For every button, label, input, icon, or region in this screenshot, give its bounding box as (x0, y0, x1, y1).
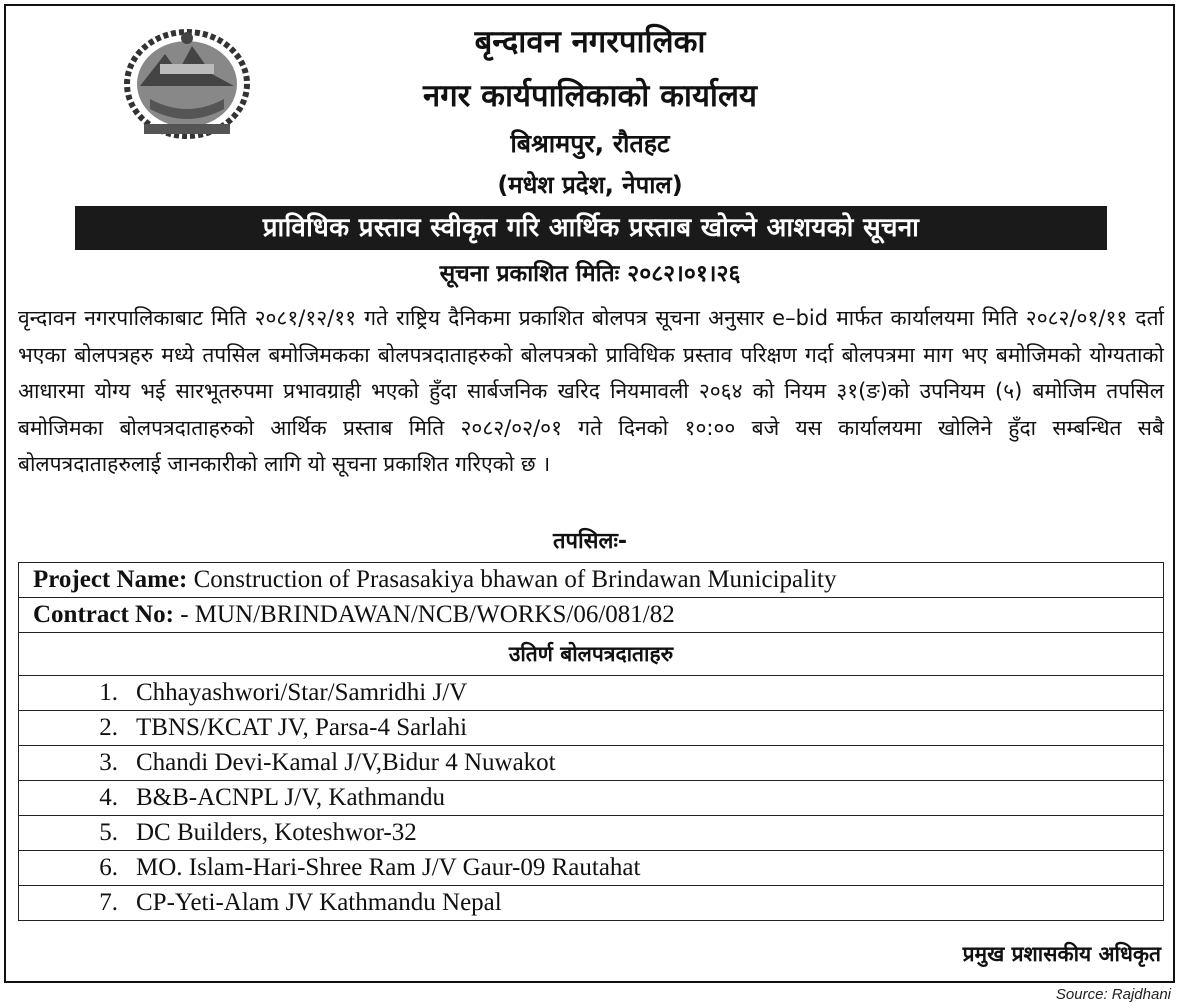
table-row (19, 676, 1164, 711)
project-value: Construction of Prasasakiya bhawan of Brindawan Municipality (193, 566, 837, 593)
project-row (19, 563, 1164, 598)
bidder-name: Chhayashwori/Star/Samridhi J/V (136, 679, 468, 706)
office-address: बिश्रामपुर, रौतहट (510, 129, 670, 158)
bidders-heading: उतिर्ण बोलपत्रदाताहरु (19, 633, 1164, 676)
bid-table (18, 562, 1164, 921)
bidder-name: MO. Islam-Hari-Shree Ram J/V Gaur-09 Rautahat (136, 854, 641, 881)
table-row (19, 746, 1164, 781)
published-date: सूचना प्रकाशित मितिः २०८२।०१।२६ (439, 261, 741, 287)
bidder-number: 2. (99, 714, 118, 741)
table-row (19, 816, 1164, 851)
notice-body: वृन्दावन नगरपालिकाबाट मिति २०८१/१२/११ गते राष्ट्रिय दैनिकमा प्रकाशित बोलपत्र सूचना अनुसार e–bid मार्फत कार्यालयमा मिति २०८२/०१/११ दर्ता भएका बोलपत्रहरु मध्ये तपसिल बमोजिमकका बोलपत्रदाताहरुको बोलपत्रको प्राविधिक प्रस्ताव परिक्षण गर्दा बोलपत्रमा माग भए बमोजिमको योग्यताको आधारमा योग्य भई सारभूतरुपमा प्रभावग्राही भएको हुँदा सार्बजनिक खरिद नियमावली २०६४ को नियम ३१(ङ)को उपनियम (५) बमोजिम तपसिल बमोजिमका बोलपत्रदाताहरुको आर्थिक प्रस्ताब मिति २०८२/०२/०१ गते दिनको १०:०० बजे यस कार्यालयमा खोलिने हुँदा सम्बन्धित सबै बोलपत्रदाताहरुलाई जानकारीको लागि यो सूचना प्रकाशित गरिएको छ । (18, 306, 1164, 476)
table-row (19, 781, 1164, 816)
province-name: (मधेश प्रदेश, नेपाल) (497, 171, 683, 199)
table-row (19, 886, 1164, 921)
notice-title: प्राविधिक प्रस्ताव स्वीकृत गरि आर्थिक प्रस्ताब खोल्ने आशयको सूचना (75, 206, 1107, 250)
office-name: नगर कार्यपालिकाको कार्यालय (423, 78, 757, 114)
source-credit: Source: Rajdhani (1055, 986, 1171, 1003)
table-row (19, 851, 1164, 886)
contract-row (19, 598, 1164, 633)
bidder-name: TBNS/KCAT JV, Parsa-4 Sarlahi (136, 714, 468, 741)
bidder-number: 1. (99, 679, 118, 706)
signatory-title: प्रमुख प्रशासकीय अधिकृत (962, 942, 1161, 966)
contract-label: Contract No: (33, 601, 174, 628)
bidder-number: 6. (99, 854, 118, 881)
bidder-number: 5. (99, 819, 118, 846)
schedule-heading: तपसिलः- (552, 529, 628, 554)
bidders-heading-row (19, 633, 1164, 676)
bidder-name: Chandi Devi-Kamal J/V,Bidur 4 Nuwakot (136, 749, 556, 776)
bidder-number: 3. (99, 749, 118, 776)
bidder-name: DC Builders, Koteshwor-32 (136, 819, 417, 846)
bidder-number: 4. (99, 784, 118, 811)
bidder-name: B&B-ACNPL J/V, Kathmandu (136, 784, 446, 811)
nepal-emblem-icon (120, 24, 254, 142)
municipality-name: बृन्दावन नगरपालिका (474, 24, 706, 60)
bidder-number: 7. (99, 889, 118, 916)
contract-value: - MUN/BRINDAWAN/NCB/WORKS/06/081/82 (180, 601, 675, 628)
table-row (19, 711, 1164, 746)
bidder-name: CP-Yeti-Alam JV Kathmandu Nepal (136, 889, 502, 916)
project-label: Project Name: (33, 566, 188, 593)
